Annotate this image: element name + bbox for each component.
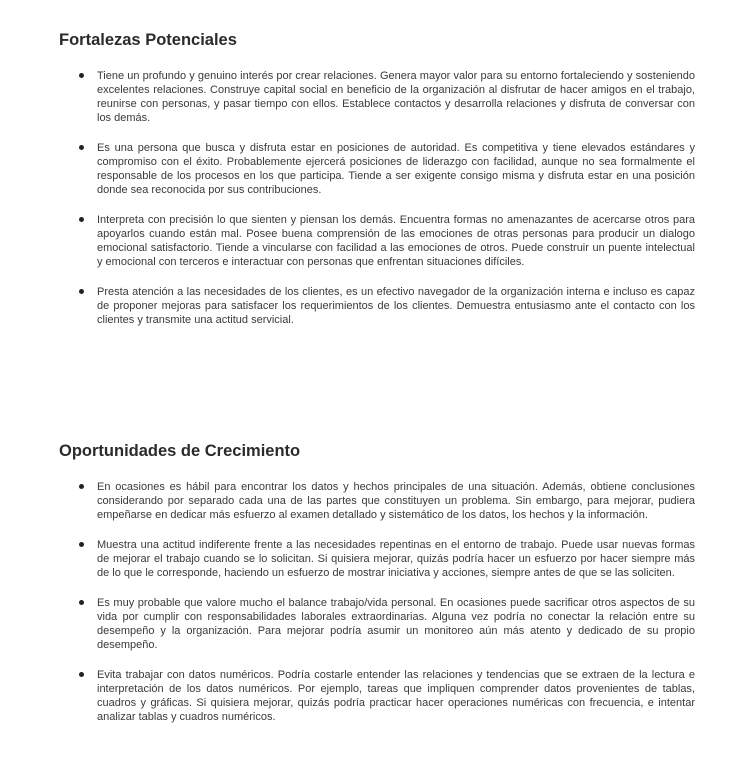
list-item-text: Tiene un profundo y genuino interés por crear relaciones. Genera mayor valor para su entorno fortaleciendo y sosteniendo excelentes relaciones. Construye capital social en beneficio de la organización al disfrutar de hacer amigos en el trabajo, reunirse con personas, y pasar tiempo con ellos. Establece contactos y desarrolla relaciones y disfruta de conversar con los demás. — [97, 70, 695, 124]
bullet-icon — [79, 217, 84, 222]
list-item-text: Es una persona que busca y disfruta estar en posiciones de autoridad. Es competitiva y tiene elevados estándares y compromiso con el éxito. Probablemente ejercerá posiciones de liderazgo con facilidad, aunque no sea formalmente el responsable de los procesos en los que participa. Tiende a ser exigente consigo misma y disfruta estar en una posición donde sea reconocida por sus contribuciones. — [97, 142, 695, 196]
list-item-text: En ocasiones es hábil para encontrar los datos y hechos principales de una situación. Además, obtiene conclusiones considerando por separado cada una de las partes que constituyen un problema. Sin embargo, para mejorar, pudiera empeñarse en dedicar más esfuerzo al examen detallado y sistemático de los datos, los hechos y la información. — [97, 481, 695, 521]
bullet-icon — [79, 73, 84, 78]
bullet-icon — [79, 484, 84, 489]
list-item-text: Evita trabajar con datos numéricos. Podría costarle entender las relaciones y tendencias que se extraen de la lectura e interpretación de los datos numéricos. Por ejemplo, tareas que impliquen comprender datos provenientes de tablas, cuadros y gráficas. Si quisiera mejorar, quizás podría practicar hacer operaciones numéricas con frecuencia, e intentar analizar tablas y cuadros numéricos. — [97, 669, 695, 723]
list-item — [59, 596, 695, 652]
list-item-text: Muestra una actitud indiferente frente a las necesidades repentinas en el entorno de trabajo. Puede usar nuevas formas de mejorar el trabajo cuando se lo solicitan. Si quisiera mejorar, quizás podría hacer un esfuerzo por hacer siempre más de lo que le corresponde, haciendo un esfuerzo de mostrar iniciativa y acciones, siempre antes de que se las soliciten. — [97, 539, 695, 579]
bullet-icon — [79, 289, 84, 294]
list-item — [59, 213, 695, 269]
strengths-list — [59, 69, 695, 327]
bullet-icon — [79, 672, 84, 677]
bullet-icon — [79, 600, 84, 605]
growth-opportunities-list — [59, 480, 695, 724]
list-item-text: Presta atención a las necesidades de los clientes, es un efectivo navegador de la organización interna e incluso es capaz de proponer mejoras para satisfacer los requerimientos de los clientes. Demuestra entusiasmo ante el contacto con los clientes y transmite una actitud servicial. — [97, 286, 695, 326]
section-title: Fortalezas Potenciales — [59, 31, 237, 49]
section-title: Oportunidades de Crecimiento — [59, 442, 301, 460]
section-fortalezas-potenciales — [59, 30, 695, 343]
list-item-text: Es muy probable que valore mucho el balance trabajo/vida personal. En ocasiones puede sacrificar otros aspectos de su vida por cumplir con responsabilidades laborales extraordinarias. Alguna vez podría no conectar la relación entre su desempeño y la organización. Para mejorar podría asumir un monitoreo aún más atento y dedicado de su propio desempeño. — [97, 597, 695, 651]
list-item — [59, 480, 695, 522]
list-item — [59, 285, 695, 327]
bullet-icon — [79, 145, 84, 150]
list-item — [59, 668, 695, 724]
section-oportunidades-de-crecimiento — [59, 441, 695, 740]
list-item — [59, 538, 695, 580]
bullet-icon — [79, 542, 84, 547]
list-item — [59, 69, 695, 125]
list-item-text: Interpreta con precisión lo que sienten y piensan los demás. Encuentra formas no amenazantes de acercarse otros para apoyarlos cuando están mal. Posee buena comprensión de las emociones de otras personas para producir un dialogo emocional satisfactorio. Tiende a vincularse con facilidad a las emociones de otros. Puede construir un puente intelectual y emocional con terceros e interactuar con personas que enfrentan situaciones difíciles. — [97, 214, 695, 268]
list-item — [59, 141, 695, 197]
